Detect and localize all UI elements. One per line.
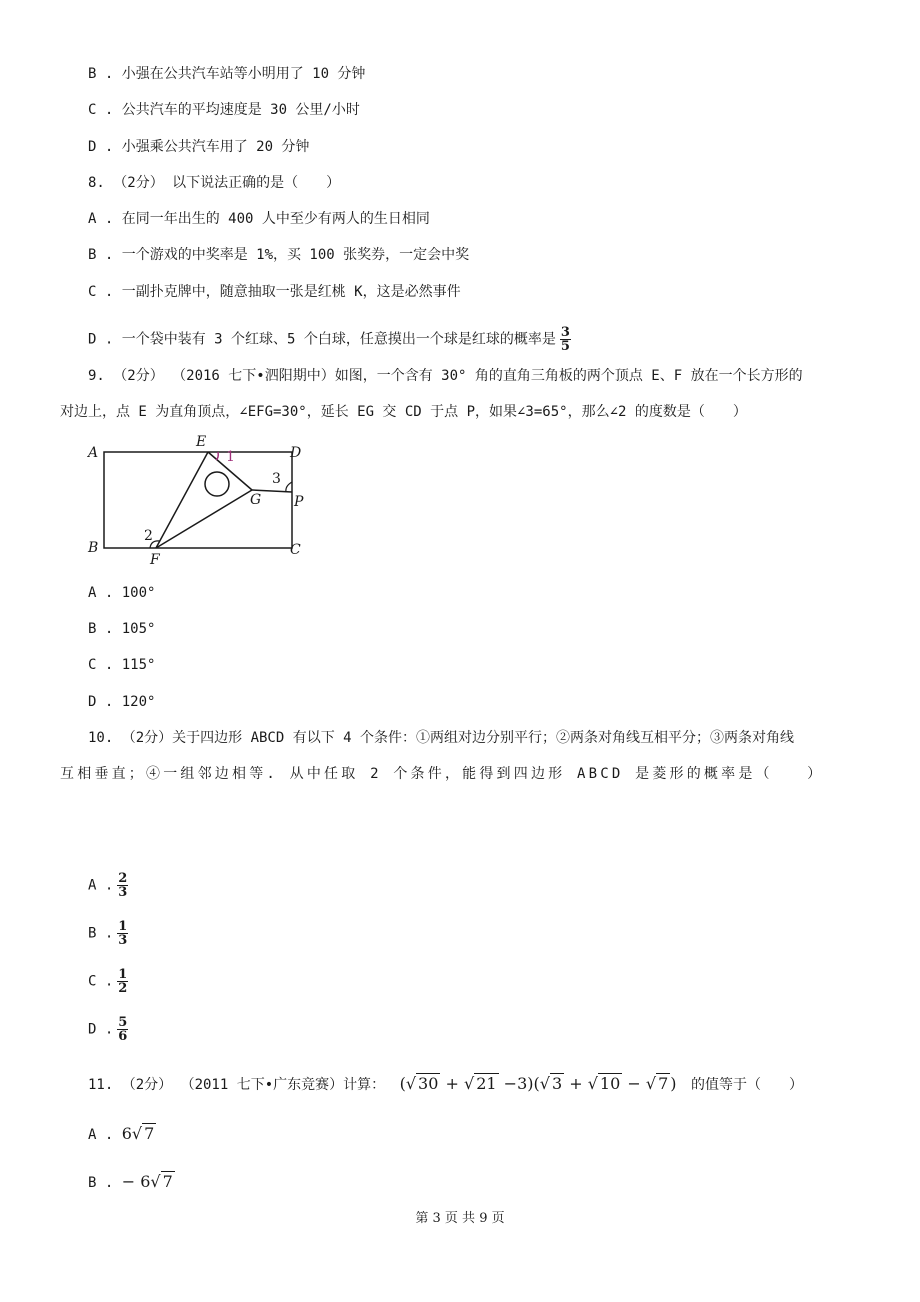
q11-expression: (√ 30 + √ 21 −3)(√ 3 + √ 10 − √ 7 ) [399, 1074, 677, 1093]
fraction-numerator: 1 [118, 919, 128, 934]
q8-option-d [88, 326, 571, 353]
q8-option-d-text: D . 一个袋中装有 3 个红球、5 个白球，任意摸出一个球是红球的概率是 [88, 331, 556, 348]
q9-option-d: D . 120° [88, 694, 156, 710]
q7-option-b: B . 小强在公共汽车站等小明用了 10 分钟 [88, 66, 366, 82]
label-angle-1: 1 [226, 449, 235, 465]
q8-option-d-fraction [560, 326, 571, 353]
option-label: A . [88, 1127, 114, 1143]
segment-fg [156, 490, 252, 548]
q8-option-c: C . 一副扑克牌中，随意抽取一张是红桃 K，这是必然事件 [88, 284, 461, 300]
q7-option-d: D . 小强乘公共汽车用了 20 分钟 [88, 139, 310, 155]
label-c: C [290, 542, 301, 558]
q9-stem-line2: 对边上，点 E 为直角顶点，∠EFG=30°，延长 EG 交 CD 于点 P，如果∠3=65°，那么∠2 的度数是（ ） [60, 404, 747, 420]
operator: − [627, 1074, 641, 1093]
q11-stem-after: 的值等于（ ） [690, 1077, 803, 1093]
label-a: A [88, 445, 99, 461]
coefficient: 6 [121, 1124, 132, 1143]
q10-option-b [88, 920, 128, 947]
radicand: 3 [551, 1074, 563, 1093]
label-b: B [88, 540, 99, 556]
fraction-denominator: 6 [118, 1029, 128, 1044]
radicand: 10 [599, 1074, 621, 1093]
fraction-denominator: 2 [118, 981, 128, 996]
fraction-denominator: 3 [118, 933, 128, 948]
fraction-numerator: 2 [118, 871, 128, 886]
fraction-denominator: 3 [118, 885, 128, 900]
option-fraction [117, 1016, 128, 1043]
q9-option-b: B . 105° [88, 621, 156, 637]
fraction-numerator: 3 [560, 325, 570, 340]
fraction-numerator: 5 [118, 1015, 128, 1030]
angle-3-arc [286, 482, 292, 492]
fraction-numerator: 1 [118, 967, 128, 982]
q8-stem: 8. （2分） 以下说法正确的是（ ） [88, 175, 341, 191]
label-g: G [250, 492, 262, 508]
operator: + [569, 1074, 583, 1093]
option-label: B . [88, 1175, 114, 1191]
q11-stem-before: 11. （2分） （2011 七下•广东竞赛）计算： [88, 1077, 386, 1093]
option-fraction [117, 872, 128, 899]
radicand: 21 [476, 1074, 497, 1093]
q11-option-b [88, 1172, 175, 1193]
rectangle-abcd [104, 452, 292, 548]
q10-option-d [88, 1016, 128, 1043]
page-footer: 第 3 页 共 9 页 [415, 1211, 505, 1226]
option-fraction [117, 920, 128, 947]
q9-geometry-figure [80, 430, 320, 570]
q7-option-c: C . 公共汽车的平均速度是 30 公里/小时 [88, 102, 360, 118]
q9-option-a: A . 100° [88, 585, 156, 601]
option-label: D . [88, 1021, 114, 1038]
radicand: 7 [144, 1124, 155, 1143]
radicand: 30 [418, 1074, 439, 1093]
option-label: C . [88, 973, 114, 990]
q10-option-a [88, 872, 128, 899]
label-e: E [196, 434, 207, 450]
label-f: F [150, 552, 160, 568]
q10-stem-line1: 10. （2分）关于四边形 ABCD 有以下 4 个条件：①两组对边分别平行；②两条对角线互相平分；③两条对角线 [88, 730, 794, 746]
q8-option-a: A . 在同一年出生的 400 人中至少有两人的生日相同 [88, 211, 430, 227]
q9-option-c: C . 115° [88, 657, 156, 673]
option-value: − 6√ 7 [121, 1172, 173, 1191]
fraction-denominator: 5 [560, 339, 570, 354]
q8-option-b: B . 一个游戏的中奖率是 1%，买 100 张奖券，一定会中奖 [88, 247, 470, 263]
q10-option-c [88, 968, 128, 995]
q11-option-a [88, 1124, 156, 1145]
option-label: A . [88, 877, 114, 894]
angle-1-arc [216, 452, 218, 460]
q10-stem-line2: 互相垂直；④一组邻边相等. 从中任取 2 个条件，能得到四边形 ABCD 是菱形的概率是（ ） [60, 766, 825, 782]
radicand: 7 [658, 1074, 669, 1093]
label-p: P [294, 494, 304, 510]
triangle-hole [205, 472, 229, 496]
label-angle-2: 2 [144, 528, 153, 544]
option-label: B . [88, 925, 114, 942]
option-fraction [117, 968, 128, 995]
q11-stem [88, 1074, 803, 1095]
radicand: 7 [162, 1172, 173, 1191]
operator: −3 [503, 1074, 528, 1093]
option-value: 6√ 7 [121, 1124, 155, 1143]
label-angle-3: 3 [272, 471, 281, 487]
operator: + [445, 1074, 459, 1093]
label-d: D [290, 445, 302, 461]
coefficient: − 6 [121, 1172, 151, 1191]
q9-stem-line1: 9. （2分） （2016 七下•泗阳期中）如图，一个含有 30° 角的直角三角板的两个顶点 E、F 放在一个长方形的 [88, 368, 803, 384]
segment-ef [156, 452, 208, 548]
